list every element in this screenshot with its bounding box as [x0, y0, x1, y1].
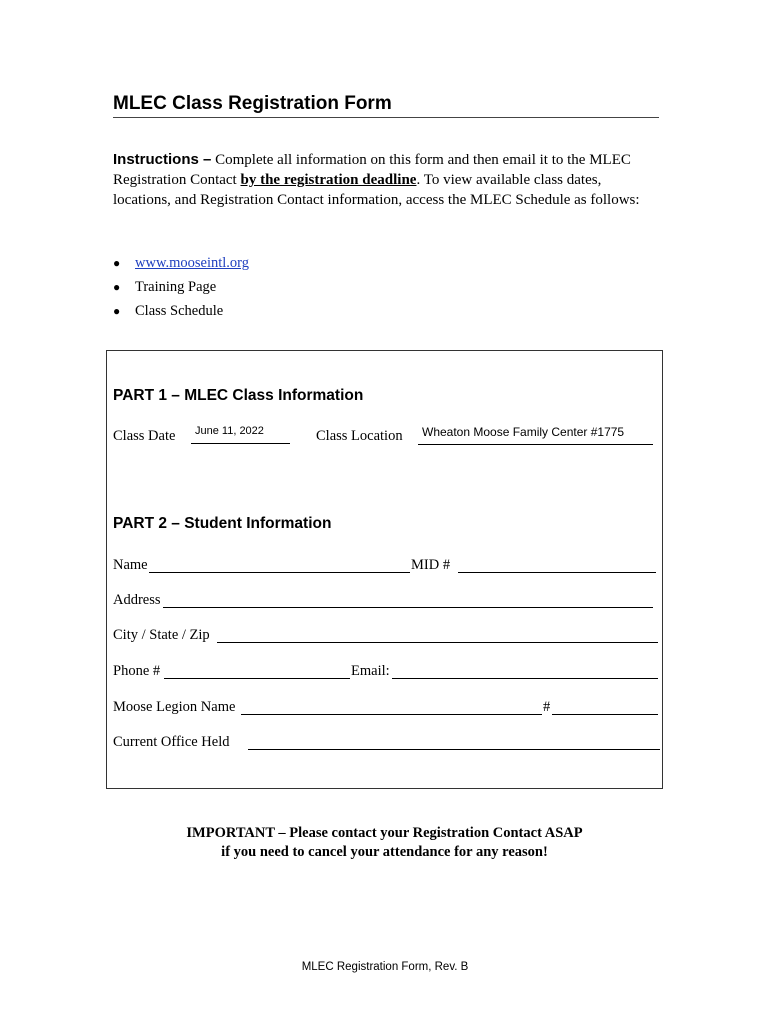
form-box [106, 350, 663, 789]
bullet-icon: ● [113, 304, 121, 318]
instructions-text-1: Complete all information on this form and then email it to the MLEC Registration Contact [113, 152, 631, 188]
list-item [113, 255, 249, 272]
list-item-label: Training Page [135, 279, 217, 295]
bullet-icon: ● [113, 280, 121, 294]
class-date-label: Class Date [113, 428, 176, 444]
website-link[interactable]: www.mooseintl.org [135, 255, 249, 271]
mid-label: MID # [411, 557, 451, 573]
legion-name-label: Moose Legion Name [113, 699, 236, 715]
footer-text: MLEC Registration Form, Rev. B [301, 961, 469, 973]
part2-heading: PART 2 – Student Information [113, 515, 332, 532]
email-label: Email: [351, 663, 390, 679]
important-line-2: if you need to cancel your attendance for any reason! [221, 844, 548, 860]
city-state-zip-label: City / State / Zip [113, 627, 210, 643]
phone-label: Phone # [113, 663, 161, 679]
instructions-text-2: . To view available class dates, locations, and Registration Contact information, access the MLEC Schedule as follows: [113, 172, 640, 208]
class-location-line [418, 444, 653, 445]
mid-field[interactable] [458, 572, 656, 573]
address-label: Address [113, 592, 161, 608]
office-field[interactable] [248, 749, 660, 750]
class-location-value[interactable]: Wheaton Moose Family Center #1775 [422, 425, 625, 439]
phone-field[interactable] [164, 678, 350, 679]
legion-number-field[interactable] [552, 714, 658, 715]
email-field[interactable] [392, 678, 658, 679]
legion-number-label: # [543, 699, 551, 715]
deadline-emphasis: by the registration deadline [240, 172, 417, 188]
name-field[interactable] [149, 572, 410, 573]
address-field[interactable] [163, 607, 653, 608]
part1-heading: PART 1 – MLEC Class Information [113, 387, 364, 404]
class-date-line [191, 443, 290, 444]
list-item-label: Class Schedule [135, 303, 224, 319]
list-item [113, 303, 223, 320]
legion-name-field[interactable] [241, 714, 542, 715]
instructions-lead: Instructions – [113, 151, 212, 168]
class-date-value[interactable]: June 11, 2022 [195, 425, 264, 437]
bullet-icon: ● [113, 256, 121, 270]
important-line-1: IMPORTANT – Please contact your Registration Contact ASAP [186, 825, 583, 841]
class-location-label: Class Location [316, 428, 403, 444]
name-label: Name [113, 557, 148, 573]
instructions-paragraph [113, 150, 653, 210]
city-state-zip-field[interactable] [217, 642, 658, 643]
important-notice [106, 824, 663, 862]
list-item [113, 279, 216, 296]
office-label: Current Office Held [113, 734, 230, 750]
title-divider [113, 117, 659, 118]
page-title: MLEC Class Registration Form [113, 93, 392, 114]
